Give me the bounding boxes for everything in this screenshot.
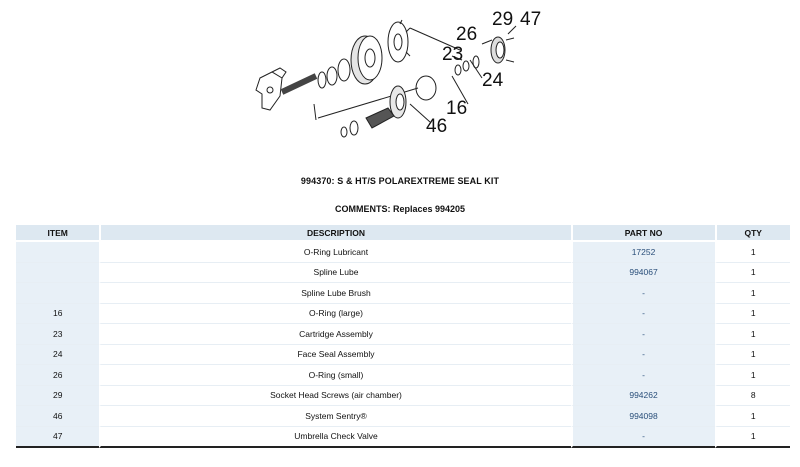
row-description: Cartridge Assembly <box>99 324 570 345</box>
table-row <box>16 406 790 427</box>
header-part-no: PART NO <box>571 225 715 242</box>
kit-comments: COMMENTS: Replaces 994205 <box>334 204 466 214</box>
row-item: 47 <box>16 427 99 449</box>
row-part-no: - <box>571 365 715 386</box>
table-row <box>16 304 790 325</box>
row-qty: 1 <box>715 324 791 345</box>
callout-24: 24 <box>482 70 504 91</box>
row-part-no[interactable]: 994067 <box>571 263 715 284</box>
row-item: 16 <box>16 304 99 325</box>
row-qty: 1 <box>715 263 791 284</box>
table-row <box>16 242 790 263</box>
row-item: 23 <box>16 324 99 345</box>
row-description: Spline Lube <box>99 263 570 284</box>
callout-16: 16 <box>446 98 468 119</box>
row-description: Spline Lube Brush <box>99 283 570 304</box>
row-description: System Sentry® <box>99 406 570 427</box>
header-qty: QTY <box>715 225 791 242</box>
callout-47: 47 <box>520 9 542 30</box>
parts-table <box>16 225 790 448</box>
row-part-no: - <box>571 324 715 345</box>
table-row <box>16 263 790 284</box>
row-part-no[interactable]: 994262 <box>571 386 715 407</box>
row-item: 29 <box>16 386 99 407</box>
row-description: O-Ring (large) <box>99 304 570 325</box>
row-part-no: - <box>571 427 715 449</box>
table-row <box>16 427 790 449</box>
table-row <box>16 324 790 345</box>
table-row <box>16 283 790 304</box>
row-part-no: - <box>571 345 715 366</box>
callout-29: 29 <box>492 9 514 30</box>
row-qty: 1 <box>715 427 791 449</box>
parts-table-header <box>16 225 790 242</box>
table-row <box>16 386 790 407</box>
row-qty: 1 <box>715 406 791 427</box>
row-qty: 1 <box>715 345 791 366</box>
callout-23: 23 <box>442 44 464 65</box>
row-item <box>16 263 99 284</box>
row-qty: 1 <box>715 283 791 304</box>
row-qty: 1 <box>715 304 791 325</box>
row-description: O-Ring Lubricant <box>99 242 570 263</box>
pump-assembly-drawing <box>230 0 560 150</box>
row-description: Socket Head Screws (air chamber) <box>99 386 570 407</box>
header-item: ITEM <box>16 225 99 242</box>
row-item: 26 <box>16 365 99 386</box>
table-row <box>16 365 790 386</box>
row-item <box>16 283 99 304</box>
row-description: Umbrella Check Valve <box>99 427 570 449</box>
row-part-no[interactable]: 994098 <box>571 406 715 427</box>
row-qty: 8 <box>715 386 791 407</box>
row-item: 24 <box>16 345 99 366</box>
row-description: O-Ring (small) <box>99 365 570 386</box>
callout-46: 46 <box>426 116 448 137</box>
row-qty: 1 <box>715 242 791 263</box>
callout-26: 26 <box>456 24 478 45</box>
row-item: 46 <box>16 406 99 427</box>
row-description: Face Seal Assembly <box>99 345 570 366</box>
row-part-no: - <box>571 283 715 304</box>
row-qty: 1 <box>715 365 791 386</box>
row-item <box>16 242 99 263</box>
table-row <box>16 345 790 366</box>
header-description: DESCRIPTION <box>99 225 570 242</box>
kit-title: 994370: S & HT/S POLAREXTREME SEAL KIT <box>300 176 500 186</box>
row-part-no[interactable]: 17252 <box>571 242 715 263</box>
exploded-parts-diagram <box>230 0 560 150</box>
row-part-no: - <box>571 304 715 325</box>
